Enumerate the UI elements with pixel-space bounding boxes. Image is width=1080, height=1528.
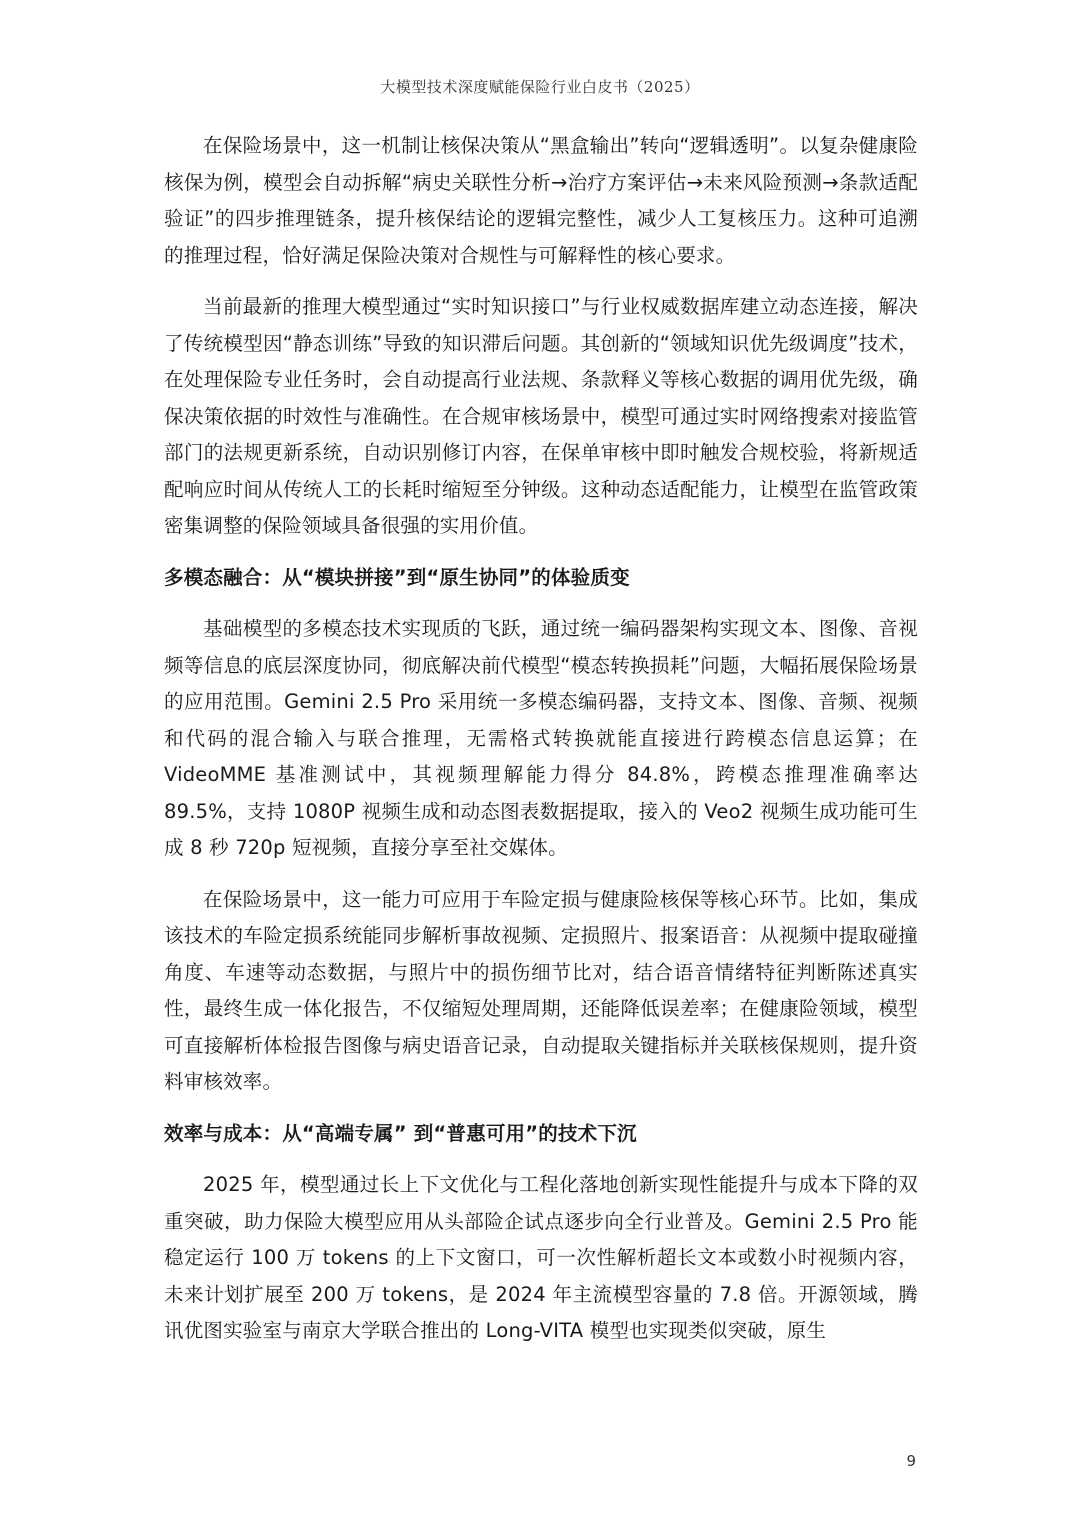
section-heading-multimodal: 多模态融合：从“模块拼接”到“原生协同”的体验质变: [164, 565, 630, 589]
paragraph-realtime-knowledge: 当前最新的推理大模型通过“实时知识接口”与行业权威数据库建立动态连接，解决了传统模型因“静态训练”导致的知识滞后问题。其创新的“领域知识优先级调度”技术，在处理保险专业任务时，会自动提高行业法规、条款释义等核心数据的调用优先级，确保决策依据的时效性与准确性。在合规审核场景中，模型可通过实时网络搜索对接监管部门的法规更新系统，自动识别修订内容，在保单审核中即时触发合规校验，将新规适配响应时间从传统人工的长耗时缩短至分钟级。这种动态适配能力，让模型在监管政策密集调整的保险领域具备很强的实用价值。: [164, 295, 918, 537]
paragraph-long-context: 2025 年，模型通过长上下文优化与工程化落地创新实现性能提升与成本下降的双重突破，助力保险大模型应用从头部险企试点逐步向全行业普及。Gemini 2.5 Pro 能稳定运行 100 万 tokens 的上下文窗口，可一次性解析超长文本或数小时视频内容，未来计划扩展至 200 万 tokens，是 2024 年主流模型容量的 7.8 倍。开源领域，腾讯优图实验室与南京大学联合推出的 Long-VITA 模型也实现类似突破，原生: [164, 1173, 918, 1342]
paragraph-underwriting-transparency: 在保险场景中，这一机制让核保决策从“黑盒输出”转向“逻辑透明”。以复杂健康险核保为例，模型会自动拆解“病史关联性分析→治疗方案评估→未来风险预测→条款适配验证”的四步推理链条，提升核保结论的逻辑完整性，减少人工复核压力。这种可追溯的推理过程，恰好满足保险决策对合规性与可解释性的核心要求。: [164, 134, 918, 267]
page-number: 9: [906, 1452, 916, 1470]
section-heading-efficiency-cost: 效率与成本：从“高端专属” 到“普惠可用”的技术下沉: [164, 1121, 637, 1145]
running-header: 大模型技术深度赋能保险行业白皮书（2025）: [380, 78, 700, 96]
paragraph-multimodal-insurance: 在保险场景中，这一能力可应用于车险定损与健康险核保等核心环节。比如，集成该技术的车险定损系统能同步解析事故视频、定损照片、报案语音：从视频中提取碰撞角度、车速等动态数据，与照片中的损伤细节比对，结合语音情绪特征判断陈述真实性，最终生成一体化报告，不仅缩短处理周期，还能降低误差率；在健康险领域，模型可直接解析体检报告图像与病史语音记录，自动提取关键指标并关联核保规则，提升资料审核效率。: [164, 887, 918, 1093]
paragraph-multimodal-tech: 基础模型的多模态技术实现质的飞跃，通过统一编码器架构实现文本、图像、音视频等信息的底层深度协同，彻底解决前代模型“模态转换损耗”问题，大幅拓展保险场景的应用范围。Gemini 2.5 Pro 采用统一多模态编码器，支持文本、图像、音频、视频和代码的混合输入与联合推理，无需格式转换就能直接进行跨模态信息运算；在 VideoMME 基准测试中，其视频理解能力得分 84.8%，跨模态推理准确率达 89.5%，支持 1080P 视频生成和动态图表数据提取，接入的 Veo2 视频生成功能可生成 8 秒 720p 短视频，直接分享至社交媒体。: [164, 617, 918, 859]
body-content: [164, 128, 918, 1365]
